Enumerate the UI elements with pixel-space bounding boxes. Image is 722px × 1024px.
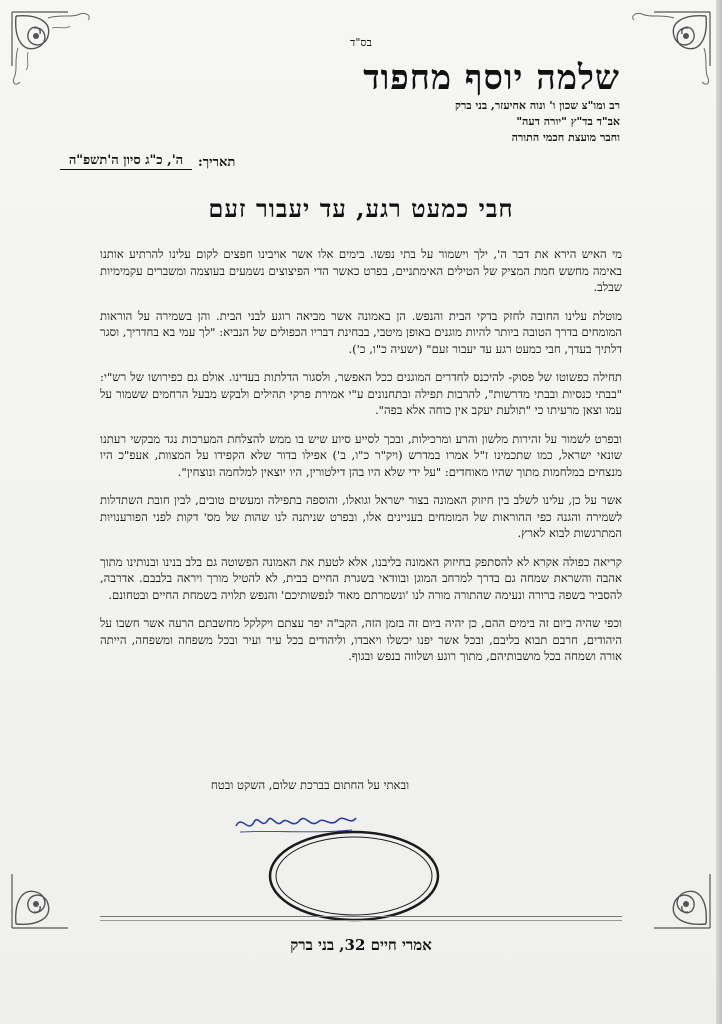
letterhead-name: שלמה יוסף מחפוד bbox=[363, 58, 620, 98]
bsd-mark: בס"ד bbox=[350, 36, 372, 49]
body-paragraph: אשר על כן, עלינו לשלב בין חיזוק האמונה בצור ישראל וגואלו, והוספה בתפילה ומעשים טובים, לבין חובת השתדלות לשמירה והגנה כפי ההוראות של המומחים בעניינים אלו, ובפרט שניתנה לנו שהות של מס' דקות לפני הפורענויות המתרגשות לבוא לארץ. bbox=[100, 493, 622, 540]
letterhead-title-line: וחבר מועצת חכמי התורה bbox=[511, 131, 620, 144]
letterhead-title-line: רב ומו"צ שכון ו' ונוה אחיעזר, בני ברק bbox=[455, 99, 620, 112]
body-paragraph: מוטלת עלינו החובה לחזק בדקי הבית והנפש. הן באמונה אשר מביאה רוגע לבני הבית. והן בשמירה על הוראות המומחים בדרך הטובה ביותר להיות מוגנים באופן מיטבי, בבחינת דבריו הכפולים של הנביא: "לך עמי בא בחדריך, וסגר דלתיך בעדך, חבי כמעט רגע עד יעבור זעם" (ישעיה כ"ו, כ'). bbox=[100, 308, 622, 356]
body-paragraph: קריאה כפולה אקרא לא להסתפק בחיזוק האמונה בליבנו, אלא לטעת את האמונה הפשוטה גם בלב בנינו ובנותינו מתוך אהבה והשראת שמחה גם בדרך למרחב המוגן ובוודאי בשגרת החיים בבית, לא להטיל מורך ויראה בלבבם. אדרבה, להסביר בשפה ברורה ונעימה שהתורה מורה לנו 'ונשמרתם מאוד לנפשותיכם' והנפש תלויה בשמחת החיים ובטחונם. bbox=[100, 554, 622, 602]
body-paragraph: ובפרט לשמור על זהירות מלשון והרע ומרכילות, ובכך לסייע סיוע שיש בו ממש להצלחת המערכות נגד מבקשי רעתנו שונאי ישראל, כמו שתכמינו ז"ל אמרו במדרש (ויק"ר כ"ו, ב') אפילו בדור שלא הקפידו על המצוות, אעפ"כ היו מנצחים במלחמות מתוך שהיו מאוחדים: "על ידי שלא היו בהן דילטורין, היו יוצאין למלחמה ונוצחין". bbox=[100, 431, 622, 479]
flourish-icon bbox=[8, 854, 100, 932]
body-paragraph: וכפי שהיה ביום זה בימים ההם, כן יהיה ביום זה בזמן הזה, הקב"ה יפר עצתם ויקלקל מחשבתם הרעה אשר חשבו על היהודים, חרבם תבוא בליבם, ובכל אשר יפנו יכשלו ויאבדו, וליהודים בכל עיר ועיר ובכל משפחה ומשפחה, הייתה אורה ושמחה בכל מושבותיהם, מתוך רוגע ושלווה בנפש ובגוף. bbox=[100, 616, 622, 663]
flourish-icon bbox=[622, 854, 714, 932]
date-row bbox=[60, 152, 235, 170]
letter-title: חבי כמעט רגע, עד יעבור זעם bbox=[208, 194, 514, 223]
letterhead-title-line: אב"ד בד"ץ "יורה דעה" bbox=[516, 115, 620, 128]
body-paragraph: מי האיש הירא את דבר ה', ילך וישמור על בתי נפשו. בימים אלו אשר אויבינו חפצים לקום עלינו להרתיע אותנו באימה מחשש חמת המציק של הטילים האימתניים, בפרט כאשר הדי הפיצוצים נשמעים בעוצמה ומשברים עקמימיות שבלב. bbox=[100, 247, 622, 294]
footer-address: אמרי חיים 32, בני ברק bbox=[290, 936, 432, 954]
body-paragraph: תחילה כפשוטו של פסוק- להיכנס לחדרים המוגנים ככל האפשר, ולסגור הדלתות בעדינו. אולם גם כפירושו של רש"י: "בבתי כנסיות ובבתי מדרשות", להרבות תפילה ובתחנונים ע"י אמירת פרקי תהילים ולבקש מבעל הרחמים ששמור על עמו וצאן מרעיתו כי "תולעת יעקב אין כוחה אלא בפה". bbox=[100, 370, 622, 417]
scan-edge bbox=[716, 0, 722, 1024]
date-label: תאריך: bbox=[198, 155, 236, 170]
letter-body bbox=[100, 246, 622, 677]
date-value: ה', כ"ג סיון ה'תשפ"ה bbox=[60, 152, 192, 170]
official-stamp bbox=[266, 828, 442, 924]
footer-divider bbox=[100, 920, 622, 921]
corner-ornament-bottom-right bbox=[622, 854, 714, 932]
footer-divider bbox=[100, 916, 622, 917]
letterhead bbox=[200, 58, 620, 146]
closing-line: ובאתי על החתום בברכת שלום, השקט ובטח bbox=[210, 778, 410, 792]
corner-ornament-bottom-left bbox=[8, 854, 100, 932]
